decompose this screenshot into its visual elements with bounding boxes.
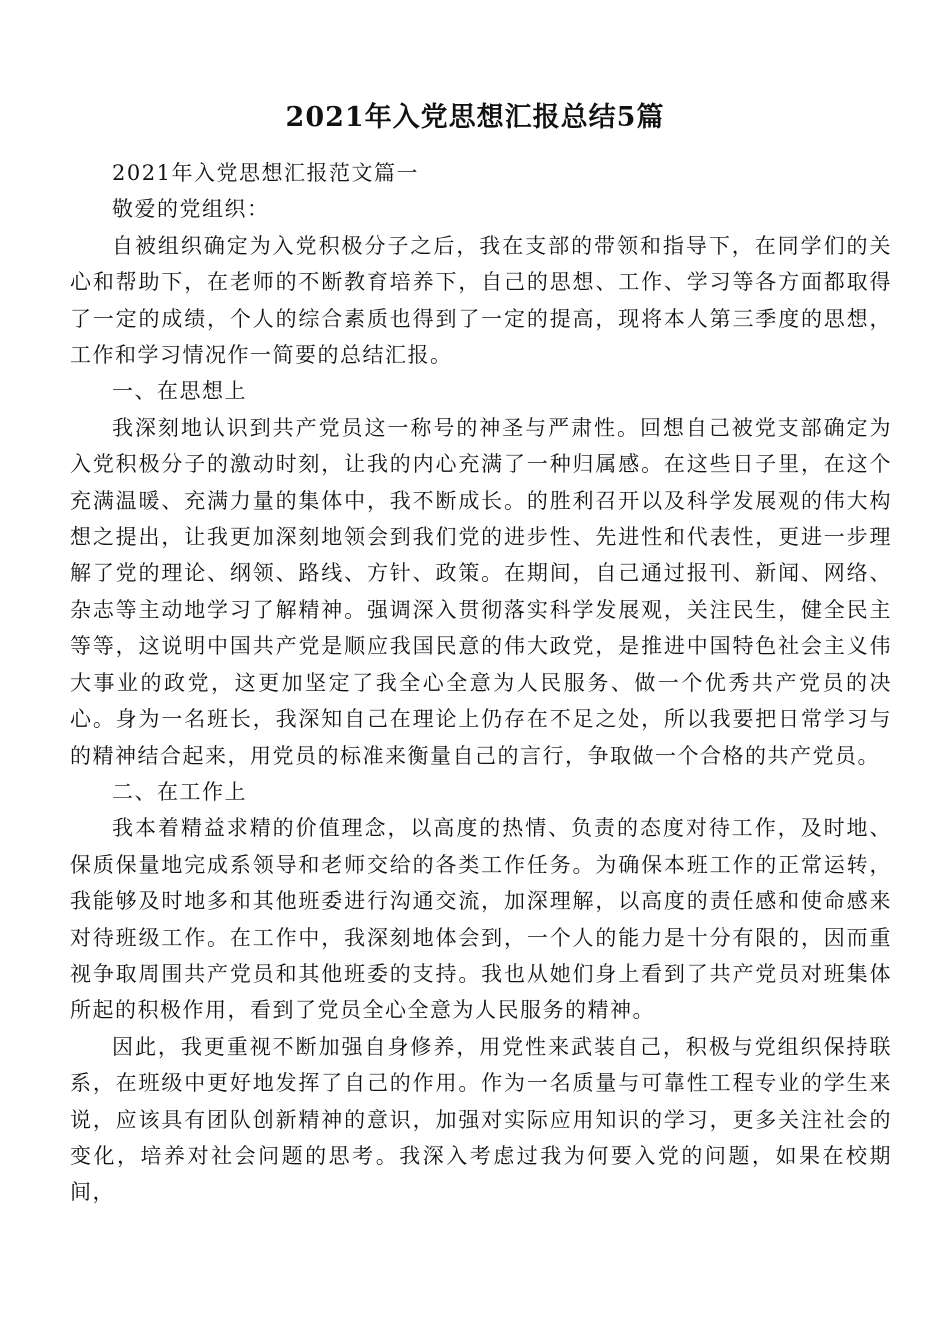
paragraph-work: 我本着精益求精的价值理念，以高度的热情、负责的态度对待工作，及时地、保质保量地完成系领导和老师交给的各类工作任务。为确保本班工作的正常运转，我能够及时地多和其他班委进行沟通交流，加深理解，以高度的责任感和使命感来对待班级工作。在工作中，我深刻地体会到，一个人的能力是十分有限的，因而重视争取周围共产党员和其他班委的支持。我也从她们身上看到了共产党员对班集体所起的积极作用，看到了党员全心全意为人民服务的精神。 <box>70 816 892 1023</box>
paragraph-thought: 我深刻地认识到共产党员这一称号的神圣与严肃性。回想自己被党支部确定为入党积极分子的激动时刻，让我的内心充满了一种归属感。在这些日子里，在这个充满温暖、充满力量的集体中，我不断成长。的胜利召开以及科学发展观的伟大构想之提出，让我更加深刻地领会到我们党的进步性、先进性和代表性，更进一步理解了党的理论、纲领、路线、方针、政策。在期间，自己通过报刊、新闻、网络、杂志等主动地学习了解精神。强调深入贯彻落实科学发展观，关注民生，健全民主等等，这说明中国共产党是顺应我国民意的伟大政党，是推进中国特色社会主义伟大事业的政党，这更加坚定了我全心全意为人民服务、做一个优秀共产党员的决心。身为一名班长，我深知自己在理论上仍存在不足之处，所以我要把日常学习与的精神结合起来，用党员的标准来衡量自己的言行，争取做一个合格的共产党员。 <box>70 415 892 768</box>
salutation: 敬爱的党组织： <box>112 197 270 222</box>
paragraph-conclusion: 因此，我更重视不断加强自身修养，用党性来武装自己，积极与党组织保持联系，在班级中更好地发挥了自己的作用。作为一名质量与可靠性工程专业的学生来说，应该具有团队创新精神的意识，加强对实际应用知识的学习，更多关注社会的变化，培养对社会问题的思考。我深入考虑过我为何要入党的问题，如果在校期间， <box>70 1034 892 1205</box>
document-title: 2021年入党思想汇报总结5篇 <box>285 102 665 133</box>
heading-work: 二、在工作上 <box>112 779 247 804</box>
paragraph-intro: 自被组织确定为入党积极分子之后，我在支部的带领和指导下，在同学们的关心和帮助下，在老师的不断教育培养下，自己的思想、工作、学习等各方面都取得了一定的成绩，个人的综合素质也得到了一定的提高，现将本人第三季度的思想，工作和学习情况作一简要的总结汇报。 <box>70 233 892 368</box>
section-subtitle: 2021年入党思想汇报范文篇一 <box>112 161 419 185</box>
document-body <box>70 155 892 1211</box>
heading-thought: 一、在思想上 <box>112 379 247 404</box>
